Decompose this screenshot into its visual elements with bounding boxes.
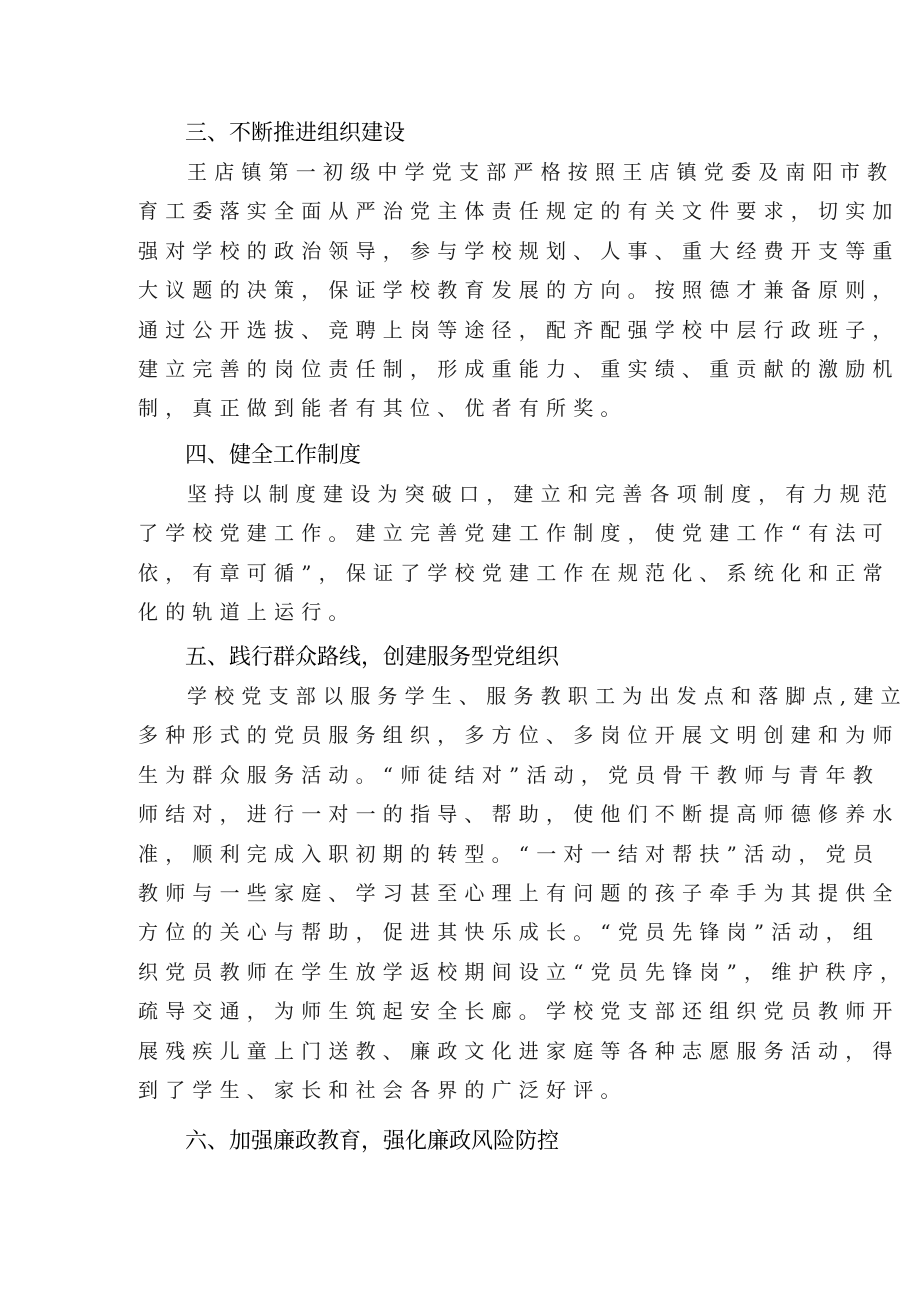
section-paragraph-4 xyxy=(138,475,894,633)
paragraph-line: 教师与一些家庭、学习甚至心理上有问题的孩子牵手为其提供全 xyxy=(138,880,900,905)
paragraph-line: 准，顺利完成入职初期的转型。“一对一结对帮扶”活动，党员 xyxy=(138,841,881,866)
paragraph-line: 坚持以制度建设为突破口，建立和完善各项制度，有力规范 xyxy=(187,482,895,506)
paragraph-line: 王店镇第一初级中学党支部严格按照王店镇党委及南阳市教 xyxy=(187,160,895,184)
paragraph-line: 建立完善的岗位责任制，形成重能力、重实绩、重贡献的激励机 xyxy=(138,356,900,381)
paragraph-line: 到了学生、家长和社会各界的广泛好评。 xyxy=(138,1077,628,1102)
paragraph-line: 依，有章可循”，保证了学校党建工作在规范化、系统化和正常 xyxy=(138,560,890,585)
section-heading-3: 三、不断推进组织建设 xyxy=(185,121,406,146)
paragraph-line: 织党员教师在学生放学返校期间设立“党员先锋岗”，维护秩序， xyxy=(138,959,908,984)
paragraph-line: 生为群众服务活动。“师徒结对”活动，党员骨干教师与青年教 xyxy=(138,762,881,787)
paragraph-line: 展残疾儿童上门送教、廉政文化进家庭等各种志愿服务活动，得 xyxy=(138,1038,900,1063)
section-paragraph-3 xyxy=(138,153,900,429)
paragraph-line: 师结对，进行一对一的指导、帮助，使他们不断提高师德修养水 xyxy=(138,802,900,827)
section-heading-4: 四、健全工作制度 xyxy=(185,443,362,468)
paragraph-line: 化的轨道上运行。 xyxy=(138,600,356,625)
paragraph-line: 疏导交通，为师生筑起安全长廊。学校党支部还组织党员教师开 xyxy=(138,999,900,1024)
paragraph-line: 了学校党建工作。建立完善党建工作制度，使党建工作“有法可 xyxy=(138,521,890,546)
paragraph-line: 强对学校的政治领导，参与学校规划、人事、重大经费开支等重 xyxy=(138,238,900,263)
paragraph-line: 育工委落实全面从严治党主体责任规定的有关文件要求，切实加 xyxy=(138,199,900,224)
paragraph-line: 多种形式的党员服务组织，多方位、多岗位开展文明创建和为师 xyxy=(138,723,900,748)
section-heading-5: 五、践行群众路线，创建服务型党组织 xyxy=(185,645,560,670)
section-heading-6: 六、加强廉政教育，强化廉政风险防控 xyxy=(185,1129,560,1154)
paragraph-line: 通过公开选拔、竞聘上岗等途径，配齐配强学校中层行政班子， xyxy=(138,317,900,342)
paragraph-line: 制，真正做到能者有其位、优者有所奖。 xyxy=(138,396,628,421)
paragraph-line: 大议题的决策，保证学校教育发展的方向。按照德才兼备原则， xyxy=(138,278,900,303)
paragraph-line: 学校党支部以服务学生、服务教职工为出发点和落脚点,建立 xyxy=(187,684,908,708)
paragraph-line: 方位的关心与帮助，促进其快乐成长。“党员先锋岗”活动，组 xyxy=(138,920,881,945)
section-paragraph-5 xyxy=(138,677,908,1110)
